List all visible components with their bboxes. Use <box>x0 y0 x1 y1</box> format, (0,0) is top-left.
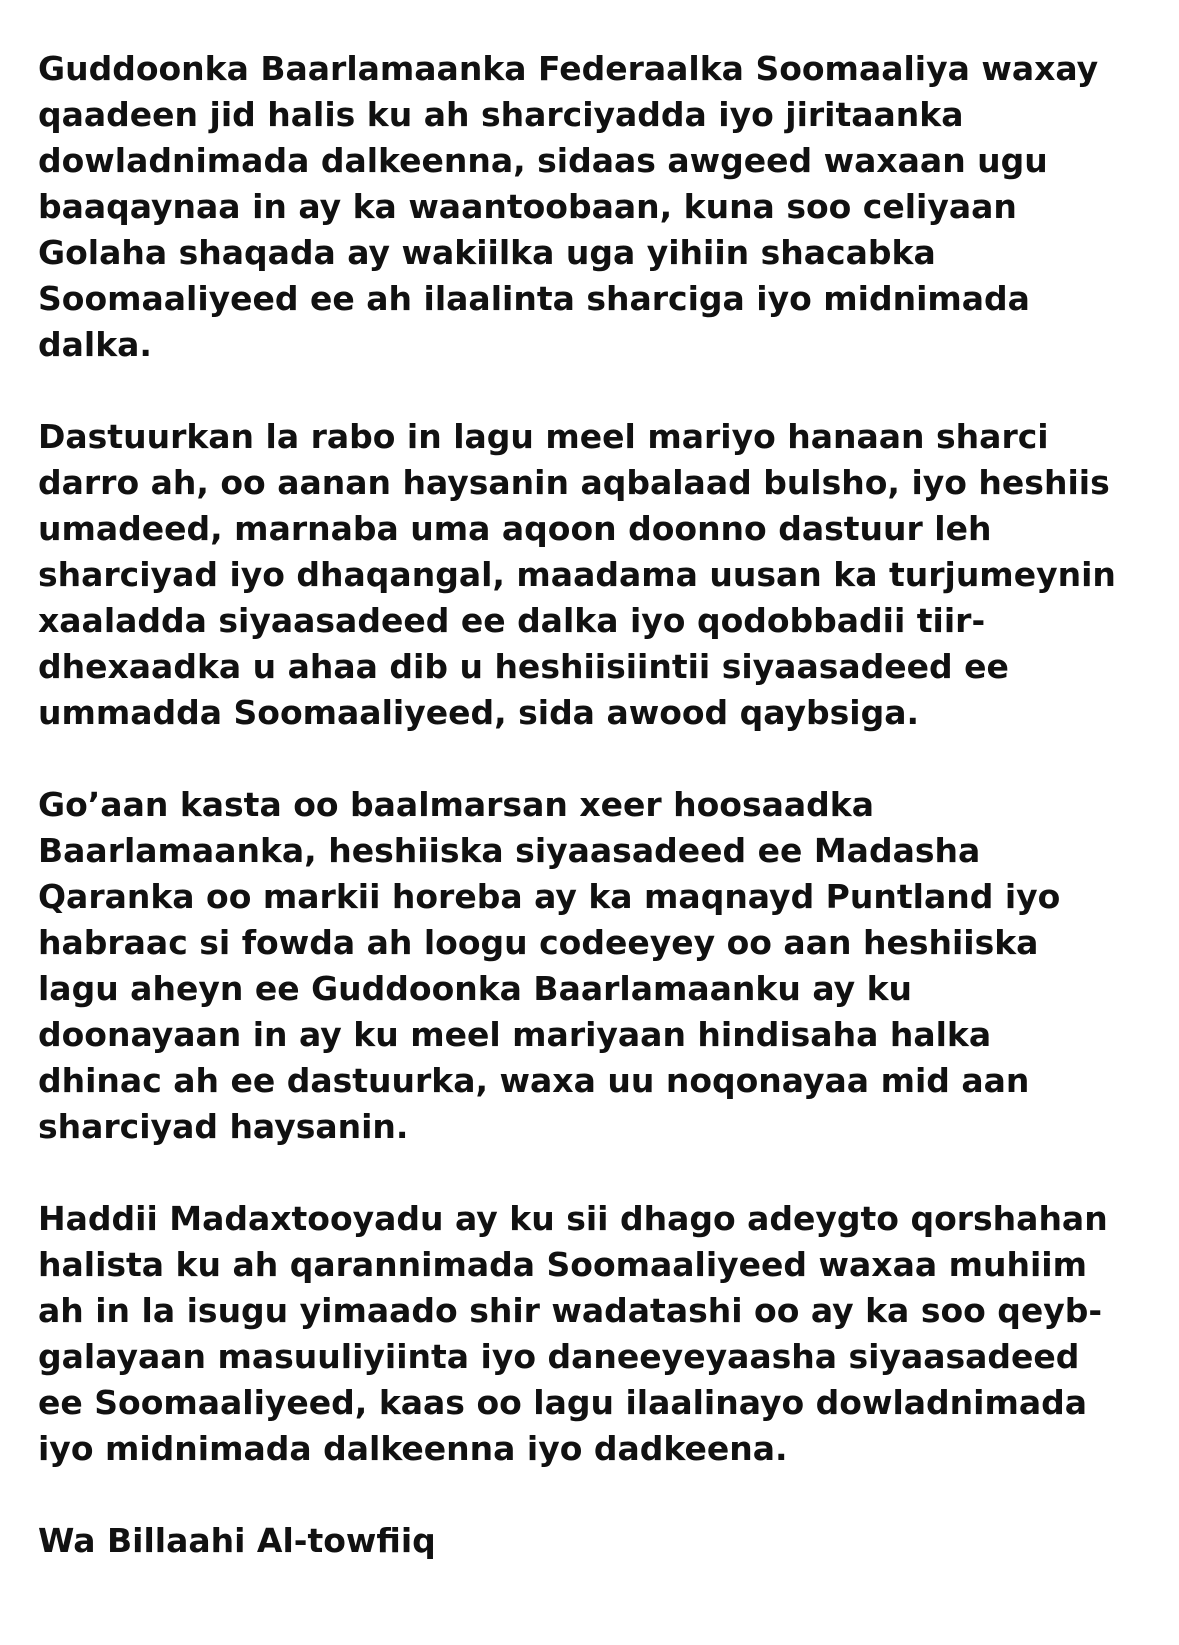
text-line: sharciyad haysanin. <box>38 1107 409 1146</box>
text-line: ah in la isugu yimaado shir wadatashi oo ay ka soo qeyb- <box>38 1291 1103 1330</box>
text-line: ee Soomaaliyeed, kaas oo lagu ilaalinayo dowladnimada <box>38 1383 1087 1422</box>
text-line: Soomaaliyeed ee ah ilaalinta sharciga iyo midnimada <box>38 279 1030 318</box>
text-line: dowladnimada dalkeenna, sidaas awgeed waxaan ugu <box>38 141 1048 180</box>
text-line: Haddii Madaxtooyadu ay ku sii dhago adeygto qorshahan <box>38 1199 1108 1238</box>
text-line: dhexaadka u ahaa dib u heshiisiintii siyaasadeed ee <box>38 647 1009 686</box>
text-line: baaqaynaa in ay ka waantoobaan, kuna soo celiyaan <box>38 187 1017 226</box>
text-line: umadeed, marnaba uma aqoon doonno dastuur leh <box>38 509 992 548</box>
closing-text: Wa Billaahi Al-towfiiq <box>38 1521 436 1560</box>
text-line: Dastuurkan la rabo in lagu meel mariyo hanaan sharci <box>38 417 1049 456</box>
paragraph-2 <box>38 414 1148 736</box>
text-line: xaaladda siyaasadeed ee dalka iyo qodobbadii tiir- <box>38 601 986 640</box>
text-line: ummadda Soomaaliyeed, sida awood qaybsiga. <box>38 693 920 732</box>
text-line: galayaan masuuliyiinta iyo daneeyeyaasha siyaasadeed <box>38 1337 1080 1376</box>
text-line: dalka. <box>38 325 152 364</box>
text-line: darro ah, oo aanan haysanin aqbalaad bulsho, iyo heshiis <box>38 463 1110 502</box>
paragraph-4 <box>38 1196 1148 1472</box>
paragraph-3 <box>38 782 1148 1150</box>
closing-line <box>38 1518 1148 1564</box>
text-line: halista ku ah qarannimada Soomaaliyeed waxaa muhiim <box>38 1245 1087 1284</box>
text-line: habraac si fowda ah loogu codeeyey oo aan heshiiska <box>38 923 1039 962</box>
text-line: sharciyad iyo dhaqangal, maadama uusan ka turjumeynin <box>38 555 1116 594</box>
text-line: qaadeen jid halis ku ah sharciyadda iyo jiritaanka <box>38 95 964 134</box>
paragraph-1 <box>38 46 1148 368</box>
text-line: Golaha shaqada ay wakiilka uga yihiin shacabka <box>38 233 936 272</box>
text-line: Baarlamaanka, heshiiska siyaasadeed ee Madasha <box>38 831 981 870</box>
text-line: Go’aan kasta oo baalmarsan xeer hoosaadka <box>38 785 874 824</box>
text-line: lagu aheyn ee Guddoonka Baarlamaanku ay ku <box>38 969 913 1008</box>
document-body <box>38 46 1148 1564</box>
text-line: Guddoonka Baarlamaanka Federaalka Soomaaliya waxay <box>38 49 1099 88</box>
text-line: doonayaan in ay ku meel mariyaan hindisaha halka <box>38 1015 992 1054</box>
text-line: iyo midnimada dalkeenna iyo dadkeena. <box>38 1429 788 1468</box>
text-line: Qaranka oo markii horeba ay ka maqnayd Puntland iyo <box>38 877 1061 916</box>
text-line: dhinac ah ee dastuurka, waxa uu noqonayaa mid aan <box>38 1061 1030 1100</box>
